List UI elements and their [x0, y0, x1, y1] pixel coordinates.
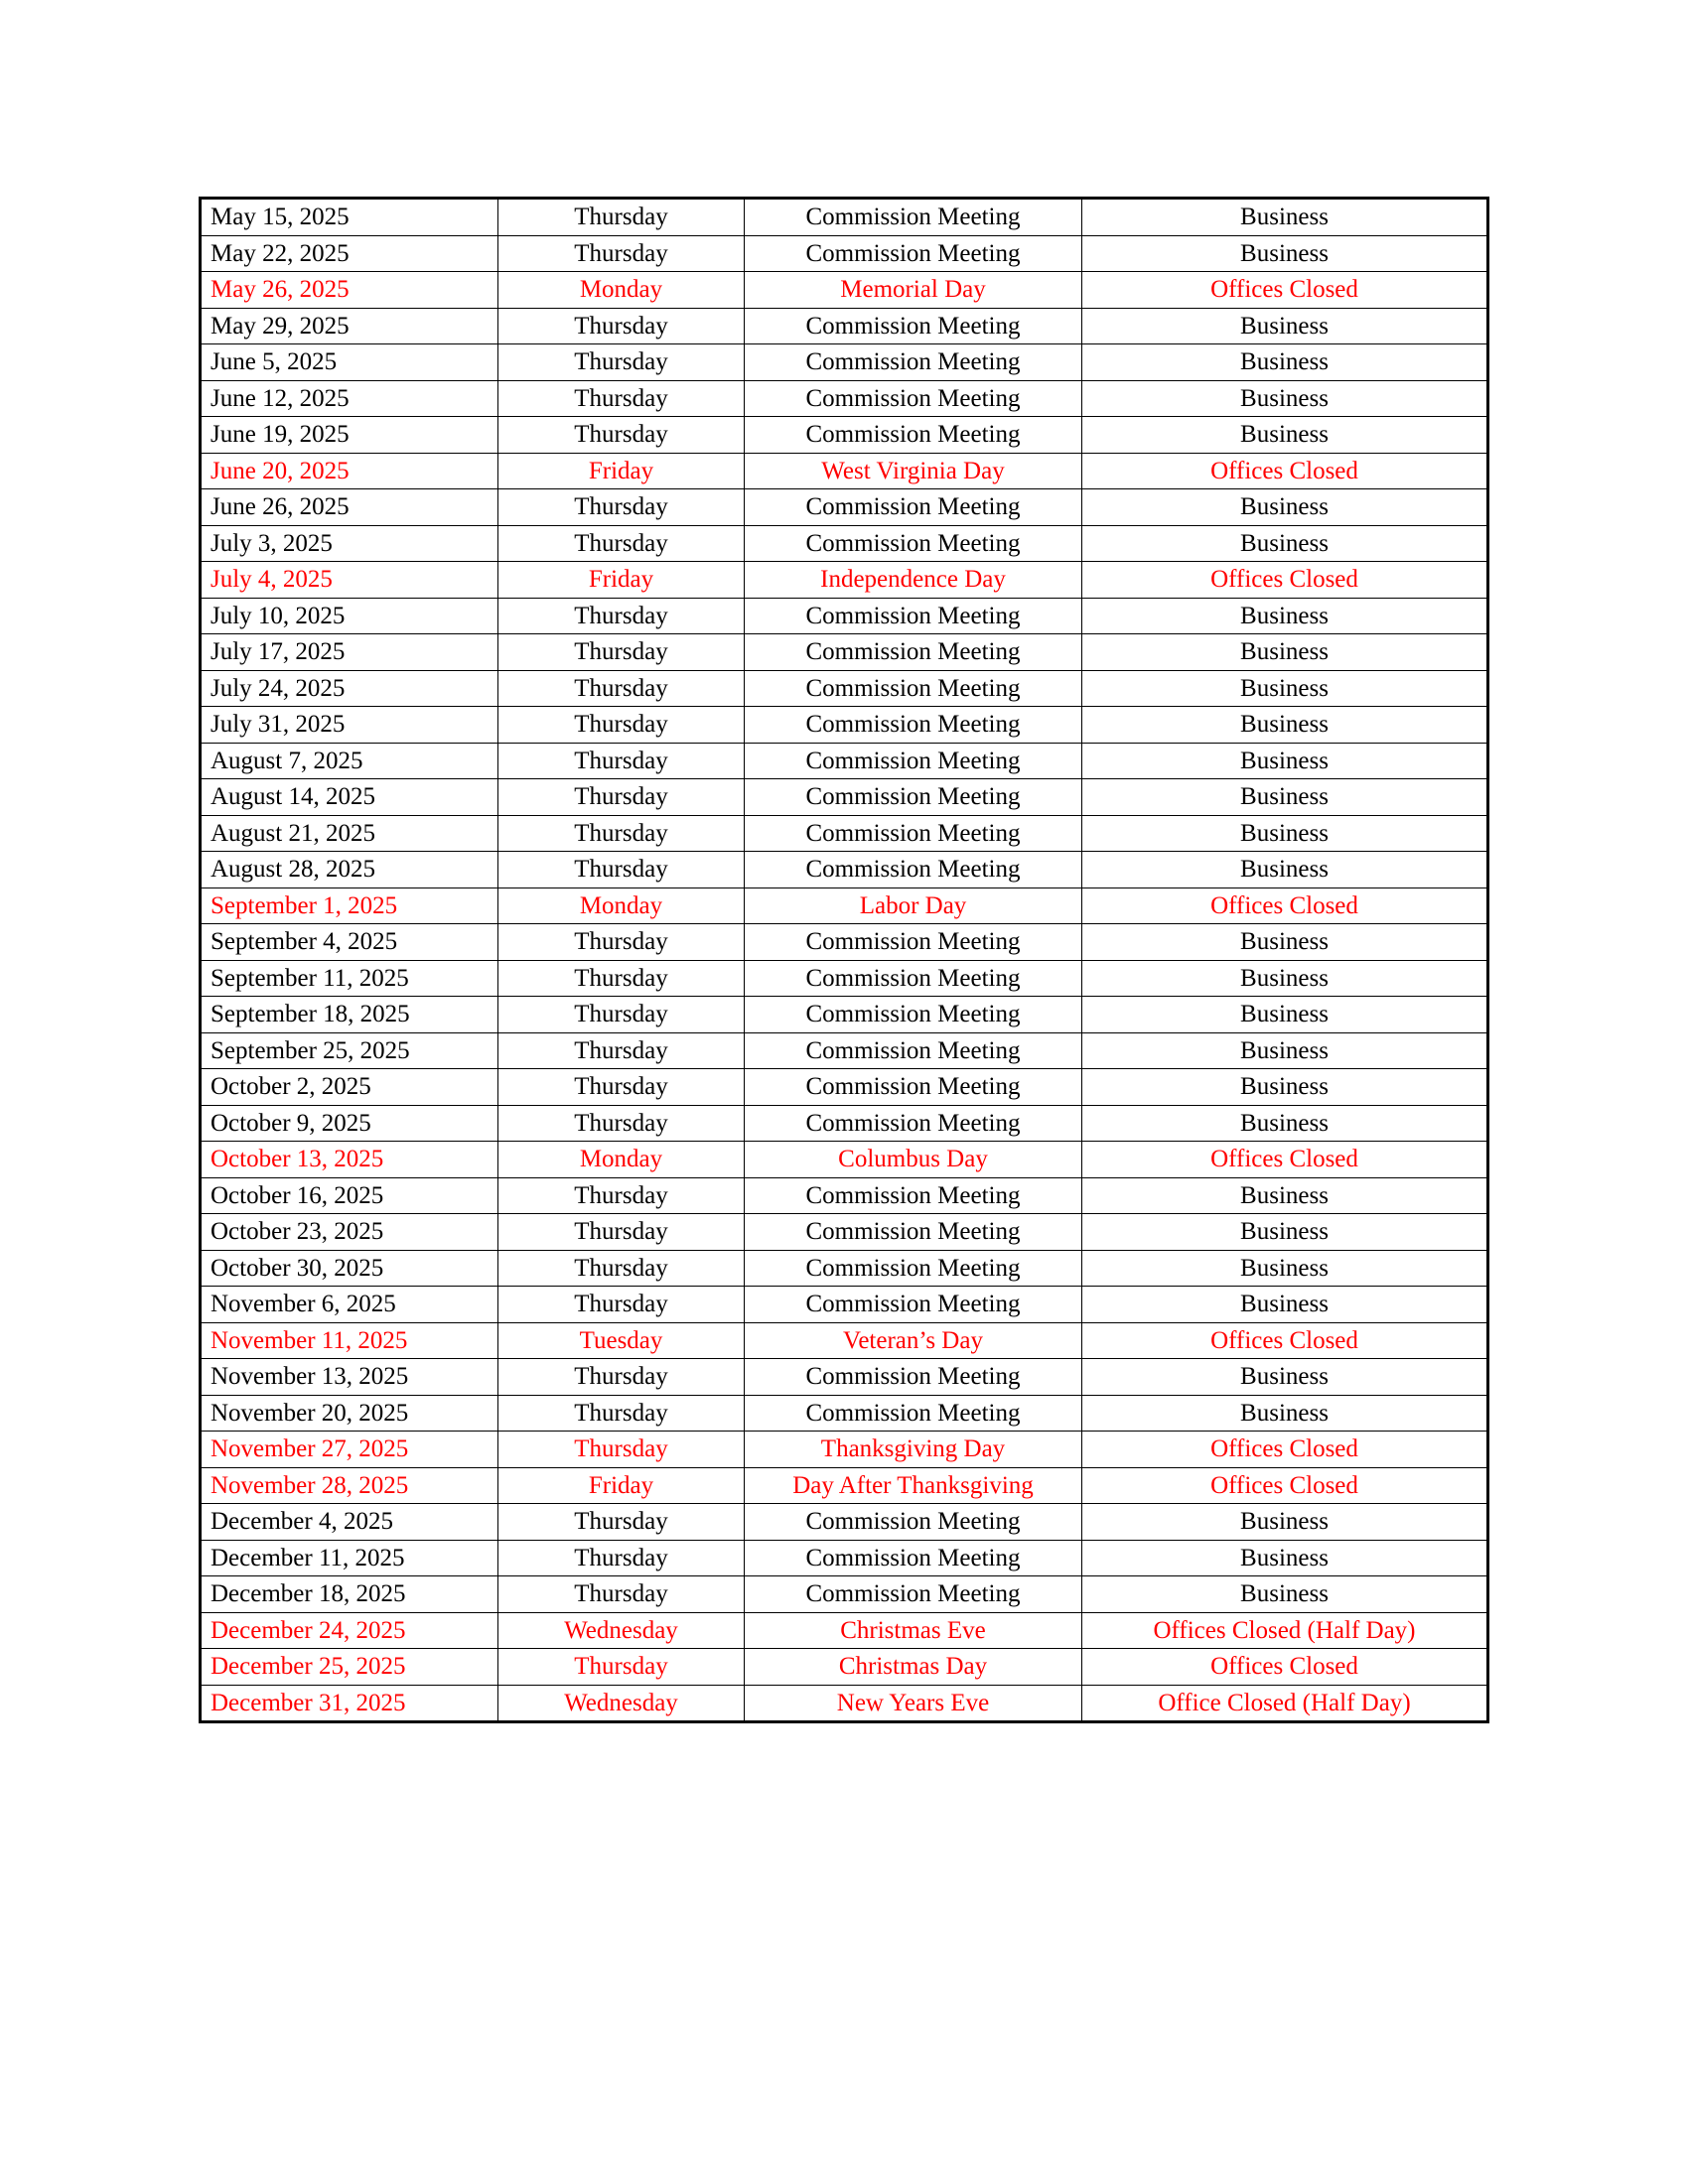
cell-note: Business	[1082, 598, 1488, 634]
cell-day: Thursday	[498, 1432, 745, 1468]
cell-note: Business	[1082, 489, 1488, 526]
table-row	[201, 779, 1488, 816]
cell-day: Friday	[498, 1467, 745, 1504]
table-row	[201, 852, 1488, 888]
cell-note: Business	[1082, 1069, 1488, 1106]
table-row	[201, 1032, 1488, 1069]
cell-note: Offices Closed	[1082, 453, 1488, 489]
cell-day: Thursday	[498, 417, 745, 454]
cell-event: Commission Meeting	[745, 707, 1082, 744]
cell-note: Business	[1082, 1359, 1488, 1396]
cell-note: Business	[1082, 1032, 1488, 1069]
cell-date: November 11, 2025	[201, 1322, 498, 1359]
cell-note: Business	[1082, 417, 1488, 454]
table-row	[201, 272, 1488, 309]
cell-note: Business	[1082, 380, 1488, 417]
cell-date: December 4, 2025	[201, 1504, 498, 1541]
cell-date: November 6, 2025	[201, 1287, 498, 1323]
cell-event: Commission Meeting	[745, 852, 1082, 888]
cell-note: Business	[1082, 852, 1488, 888]
cell-note: Offices Closed	[1082, 887, 1488, 924]
cell-day: Thursday	[498, 997, 745, 1033]
cell-date: July 31, 2025	[201, 707, 498, 744]
cell-note: Business	[1082, 235, 1488, 272]
cell-day: Wednesday	[498, 1612, 745, 1649]
cell-note: Business	[1082, 1576, 1488, 1613]
cell-day: Thursday	[498, 924, 745, 961]
cell-date: May 26, 2025	[201, 272, 498, 309]
cell-day: Thursday	[498, 1576, 745, 1613]
table-row	[201, 598, 1488, 634]
cell-date: September 25, 2025	[201, 1032, 498, 1069]
cell-day: Thursday	[498, 1105, 745, 1142]
table-row	[201, 1322, 1488, 1359]
cell-day: Thursday	[498, 1177, 745, 1214]
table-row	[201, 887, 1488, 924]
cell-event: West Virginia Day	[745, 453, 1082, 489]
cell-note: Business	[1082, 634, 1488, 671]
cell-day: Thursday	[498, 779, 745, 816]
cell-date: November 13, 2025	[201, 1359, 498, 1396]
cell-note: Offices Closed (Half Day)	[1082, 1612, 1488, 1649]
cell-date: October 30, 2025	[201, 1250, 498, 1287]
cell-date: August 14, 2025	[201, 779, 498, 816]
cell-event: Commission Meeting	[745, 489, 1082, 526]
cell-date: September 18, 2025	[201, 997, 498, 1033]
cell-note: Business	[1082, 1504, 1488, 1541]
cell-date: June 12, 2025	[201, 380, 498, 417]
cell-date: June 20, 2025	[201, 453, 498, 489]
table-row	[201, 1069, 1488, 1106]
cell-event: Day After Thanksgiving	[745, 1467, 1082, 1504]
cell-day: Thursday	[498, 960, 745, 997]
cell-event: Christmas Eve	[745, 1612, 1082, 1649]
cell-event: Commission Meeting	[745, 1504, 1082, 1541]
table-row	[201, 453, 1488, 489]
cell-date: May 22, 2025	[201, 235, 498, 272]
cell-note: Offices Closed	[1082, 1649, 1488, 1686]
table-row	[201, 670, 1488, 707]
commission-meeting-schedule-table	[199, 197, 1489, 1723]
table-row	[201, 634, 1488, 671]
cell-note: Business	[1082, 815, 1488, 852]
cell-note: Business	[1082, 1540, 1488, 1576]
table-row	[201, 997, 1488, 1033]
cell-event: Commission Meeting	[745, 308, 1082, 344]
cell-date: November 20, 2025	[201, 1395, 498, 1432]
cell-note: Business	[1082, 1105, 1488, 1142]
table-row	[201, 1612, 1488, 1649]
cell-event: Commission Meeting	[745, 1395, 1082, 1432]
table-row	[201, 1214, 1488, 1251]
cell-date: October 9, 2025	[201, 1105, 498, 1142]
table-row	[201, 1142, 1488, 1178]
cell-note: Business	[1082, 924, 1488, 961]
cell-note: Offices Closed	[1082, 562, 1488, 599]
cell-date: November 28, 2025	[201, 1467, 498, 1504]
cell-date: May 29, 2025	[201, 308, 498, 344]
cell-day: Thursday	[498, 670, 745, 707]
cell-date: August 21, 2025	[201, 815, 498, 852]
table-row	[201, 1395, 1488, 1432]
table-row	[201, 199, 1488, 236]
cell-date: October 13, 2025	[201, 1142, 498, 1178]
table-row	[201, 235, 1488, 272]
cell-note: Business	[1082, 1214, 1488, 1251]
table-row	[201, 960, 1488, 997]
cell-day: Thursday	[498, 1214, 745, 1251]
table-row	[201, 308, 1488, 344]
cell-date: October 2, 2025	[201, 1069, 498, 1106]
cell-event: Christmas Day	[745, 1649, 1082, 1686]
cell-event: Commission Meeting	[745, 1540, 1082, 1576]
cell-note: Business	[1082, 1287, 1488, 1323]
cell-event: Commission Meeting	[745, 960, 1082, 997]
cell-note: Business	[1082, 779, 1488, 816]
cell-event: Commission Meeting	[745, 634, 1082, 671]
cell-event: Commission Meeting	[745, 417, 1082, 454]
cell-event: Commission Meeting	[745, 525, 1082, 562]
cell-day: Thursday	[498, 1359, 745, 1396]
cell-date: June 26, 2025	[201, 489, 498, 526]
cell-date: December 31, 2025	[201, 1685, 498, 1722]
cell-day: Thursday	[498, 489, 745, 526]
cell-note: Offices Closed	[1082, 1322, 1488, 1359]
table-row	[201, 489, 1488, 526]
cell-note: Business	[1082, 743, 1488, 779]
cell-event: Commission Meeting	[745, 235, 1082, 272]
cell-event: Commission Meeting	[745, 779, 1082, 816]
cell-event: Commission Meeting	[745, 1250, 1082, 1287]
cell-day: Thursday	[498, 1649, 745, 1686]
cell-date: December 11, 2025	[201, 1540, 498, 1576]
cell-note: Business	[1082, 1177, 1488, 1214]
cell-date: July 17, 2025	[201, 634, 498, 671]
table-row	[201, 707, 1488, 744]
cell-event: Thanksgiving Day	[745, 1432, 1082, 1468]
table-row	[201, 1287, 1488, 1323]
cell-date: July 4, 2025	[201, 562, 498, 599]
schedule-table-container	[199, 197, 1486, 1723]
cell-day: Thursday	[498, 634, 745, 671]
cell-event: Commission Meeting	[745, 1105, 1082, 1142]
cell-date: September 11, 2025	[201, 960, 498, 997]
table-row	[201, 1105, 1488, 1142]
cell-note: Offices Closed	[1082, 1432, 1488, 1468]
cell-note: Business	[1082, 997, 1488, 1033]
cell-event: Commission Meeting	[745, 815, 1082, 852]
cell-date: October 16, 2025	[201, 1177, 498, 1214]
table-row	[201, 1467, 1488, 1504]
table-row	[201, 815, 1488, 852]
cell-event: Commission Meeting	[745, 1576, 1082, 1613]
cell-date: December 18, 2025	[201, 1576, 498, 1613]
cell-date: July 24, 2025	[201, 670, 498, 707]
table-row	[201, 1540, 1488, 1576]
cell-day: Thursday	[498, 1287, 745, 1323]
cell-day: Thursday	[498, 852, 745, 888]
cell-day: Friday	[498, 453, 745, 489]
cell-day: Thursday	[498, 743, 745, 779]
table-row	[201, 924, 1488, 961]
cell-note: Business	[1082, 344, 1488, 381]
cell-day: Monday	[498, 887, 745, 924]
cell-note: Offices Closed	[1082, 1467, 1488, 1504]
cell-day: Thursday	[498, 308, 745, 344]
schedule-table-body	[201, 199, 1488, 1722]
cell-date: September 1, 2025	[201, 887, 498, 924]
table-row	[201, 525, 1488, 562]
table-row	[201, 1177, 1488, 1214]
table-row	[201, 344, 1488, 381]
cell-event: New Years Eve	[745, 1685, 1082, 1722]
cell-note: Business	[1082, 199, 1488, 236]
table-row	[201, 1649, 1488, 1686]
cell-event: Commission Meeting	[745, 743, 1082, 779]
cell-day: Thursday	[498, 344, 745, 381]
cell-day: Thursday	[498, 525, 745, 562]
cell-event: Commission Meeting	[745, 598, 1082, 634]
cell-note: Business	[1082, 308, 1488, 344]
cell-date: November 27, 2025	[201, 1432, 498, 1468]
cell-event: Commission Meeting	[745, 199, 1082, 236]
cell-date: July 10, 2025	[201, 598, 498, 634]
table-row	[201, 1576, 1488, 1613]
table-row	[201, 1359, 1488, 1396]
cell-day: Thursday	[498, 199, 745, 236]
cell-date: August 28, 2025	[201, 852, 498, 888]
cell-note: Business	[1082, 670, 1488, 707]
cell-event: Independence Day	[745, 562, 1082, 599]
cell-event: Memorial Day	[745, 272, 1082, 309]
cell-event: Commission Meeting	[745, 380, 1082, 417]
table-row	[201, 417, 1488, 454]
cell-day: Wednesday	[498, 1685, 745, 1722]
table-row	[201, 1250, 1488, 1287]
cell-event: Commission Meeting	[745, 924, 1082, 961]
cell-day: Monday	[498, 1142, 745, 1178]
table-row	[201, 1685, 1488, 1722]
cell-date: June 19, 2025	[201, 417, 498, 454]
cell-date: December 25, 2025	[201, 1649, 498, 1686]
cell-note: Offices Closed	[1082, 272, 1488, 309]
cell-date: July 3, 2025	[201, 525, 498, 562]
cell-day: Thursday	[498, 815, 745, 852]
cell-day: Thursday	[498, 380, 745, 417]
table-row	[201, 743, 1488, 779]
cell-event: Commission Meeting	[745, 670, 1082, 707]
cell-event: Commission Meeting	[745, 1177, 1082, 1214]
cell-event: Commission Meeting	[745, 997, 1082, 1033]
cell-note: Business	[1082, 1395, 1488, 1432]
table-row	[201, 380, 1488, 417]
cell-note: Business	[1082, 525, 1488, 562]
cell-note: Office Closed (Half Day)	[1082, 1685, 1488, 1722]
cell-day: Thursday	[498, 707, 745, 744]
cell-event: Commission Meeting	[745, 1359, 1082, 1396]
cell-event: Commission Meeting	[745, 1287, 1082, 1323]
cell-event: Commission Meeting	[745, 1214, 1082, 1251]
cell-date: December 24, 2025	[201, 1612, 498, 1649]
cell-day: Thursday	[498, 235, 745, 272]
cell-day: Monday	[498, 272, 745, 309]
cell-date: August 7, 2025	[201, 743, 498, 779]
cell-event: Commission Meeting	[745, 1032, 1082, 1069]
cell-note: Business	[1082, 1250, 1488, 1287]
cell-event: Veteran’s Day	[745, 1322, 1082, 1359]
table-row	[201, 1504, 1488, 1541]
cell-day: Thursday	[498, 1540, 745, 1576]
cell-note: Business	[1082, 960, 1488, 997]
cell-day: Friday	[498, 562, 745, 599]
cell-event: Labor Day	[745, 887, 1082, 924]
cell-day: Thursday	[498, 1504, 745, 1541]
cell-day: Thursday	[498, 1395, 745, 1432]
cell-note: Business	[1082, 707, 1488, 744]
cell-day: Thursday	[498, 598, 745, 634]
cell-date: May 15, 2025	[201, 199, 498, 236]
cell-event: Commission Meeting	[745, 344, 1082, 381]
cell-day: Thursday	[498, 1032, 745, 1069]
cell-date: June 5, 2025	[201, 344, 498, 381]
cell-date: October 23, 2025	[201, 1214, 498, 1251]
table-row	[201, 1432, 1488, 1468]
cell-event: Columbus Day	[745, 1142, 1082, 1178]
cell-date: September 4, 2025	[201, 924, 498, 961]
table-row	[201, 562, 1488, 599]
cell-day: Thursday	[498, 1250, 745, 1287]
cell-day: Tuesday	[498, 1322, 745, 1359]
cell-day: Thursday	[498, 1069, 745, 1106]
cell-note: Offices Closed	[1082, 1142, 1488, 1178]
cell-event: Commission Meeting	[745, 1069, 1082, 1106]
